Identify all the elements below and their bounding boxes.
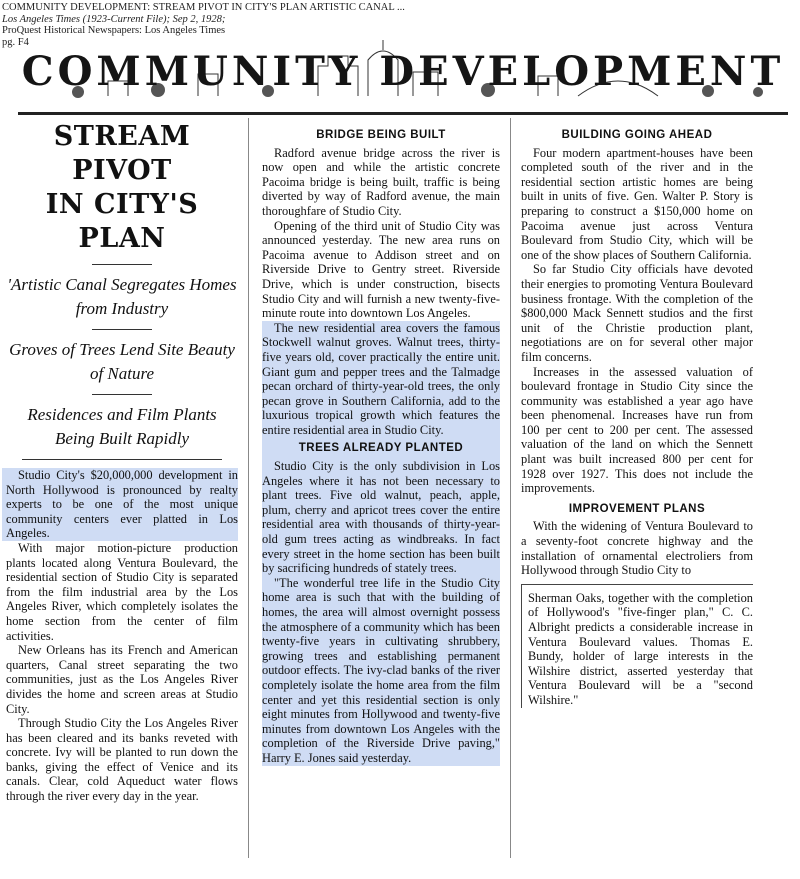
body-paragraph: With major motion-picture production plants located along Ventura Boulevard, the residential section of Studio City is separated from the film industrial area by the Los Angeles River, which completely isolates the home section from the center of film activities. — [6, 540, 238, 643]
highlighted-section — [262, 437, 500, 765]
body-paragraph: So far Studio City officials have devoted their energies to promoting Ventura Boulevard business frontage. With the completion of the $800,000 Mack Sennett studios and the first unit of the Christie production plant, negotiations are on for several other major film concerns. — [521, 262, 753, 364]
body-paragraph: Sherman Oaks, together with the completion of Hollywood's "five-finger plan," C. C. Albright predicts a considerable increase in Ventura Boulevard values. Thomas E. Bundy, holder of large interests in the Wilshire district, asserted yesterday that Ventura Boulevard will be a "second Wilshire." — [528, 590, 753, 707]
body-paragraph: With the widening of Ventura Boulevard to a seventy-foot concrete highway and the installation of ornamental electroliers from Hollywood through Studio City to — [521, 519, 753, 578]
lead-paragraph-highlighted: Studio City's $20,000,000 development in North Hollywood is pronounced by realty experts to be one of the most unique community centers ever platted in Los Angeles. — [2, 468, 238, 541]
highlighted-paragraph: The new residential area covers the famous Stockwell walnut groves. Walnut trees, thirty-five years old, cover practically the entire unit. Giant gum and pepper trees and the Talmadge pecan orchard of thirty-year-old trees, the only pecan grove in Southern California, add to the luxurious tropical growth which features the entire residential area in Studio City. — [262, 320, 500, 437]
masthead — [18, 36, 788, 114]
body-paragraph: "The wonderful tree life in the Studio City home area is such that with the building of homes, the area will almost overnight possess the atmosphere of a community which has been twenty-five years in cultivating shrubbery, growing trees and establishing permanent outdoor effects. The ivy-clad banks of the river completely isolate the home area from the film center and yet this residential section is only eight minutes from Hollywood and twenty-five minutes from downtown Los Angeles with the completion of the Riverside Drive paving," Harry E. Jones said yesterday. — [262, 575, 500, 765]
body-paragraph: Four modern apartment-houses have been completed south of the river and in the residential section artistic homes are being built in units of five. Gen. Walter P. Story is preparing to construct a $150,000 home on Pacoima avenue just across Ventura Boulevard from Studio City, which will be one of the show places of Southern California. — [521, 145, 753, 262]
deck-2: Groves of Trees Lend Site Beauty of Nature — [9, 340, 235, 383]
column-divider — [248, 118, 249, 858]
body-paragraph: Increases in the assessed valuation of boulevard frontage in Studio City since the community was established a year ago have been phenomenal. Increases have run from 100 per cent to 200 per cent. The assessed valuation of the land on which the Sennett plant was built increased 800 per cent for 1928 over 1927. This does not include the improvements. — [521, 364, 753, 496]
column-divider — [510, 118, 511, 858]
masthead-title: COMMUNITY DEVELOPMENT — [21, 48, 785, 95]
subheading-trees: TREES ALREADY PLANTED — [298, 442, 464, 455]
citation-database: ProQuest Historical Newspapers: Los Angeles Times — [2, 25, 226, 36]
deck-divider — [92, 394, 152, 395]
body-paragraph: Studio City is the only subdivision in Los Angeles where it has not been necessary to plant trees. Five old walnut, peach, apple, plum, cherry and apricot trees cover the entire residential area with thousands of thirty-year-old gum trees acting as windbreaks. In fact every street in the home section has been built by sacrificing hundreds of stately trees. — [262, 459, 500, 576]
body-paragraph: Through Studio City the Los Angeles River has been cleared and its banks reveted with concrete. Ivy will be planted to run down the banks, giving the effect of Venice and its canals. Clear, cold Aqueduct water flows through the river every day in the year. — [6, 716, 238, 804]
citation-page: pg. F4 — [2, 36, 29, 48]
body-paragraph: New Orleans has its French and American quarters, Canal street separating the two communities, just as the Los Angeles River divides the home and screen areas at Studio City. — [6, 643, 238, 716]
masthead-rule — [18, 112, 788, 115]
continued-text-box — [521, 584, 753, 708]
deck-divider — [22, 459, 222, 460]
deck-divider — [92, 264, 152, 265]
subheading-building: BUILDING GOING AHEAD — [561, 129, 713, 141]
citation-title: COMMUNITY DEVELOPMENT: STREAM PIVOT IN CITY'S PLAN ARTISTIC CANAL ... — [2, 2, 405, 13]
column-3 — [521, 128, 753, 708]
deck-1: 'Artistic Canal Segregates Homes from Industry — [7, 275, 237, 318]
column-1 — [6, 120, 238, 804]
deck-divider — [92, 329, 152, 330]
main-headline: STREAM PIVOT IN CITY'S PLAN — [45, 121, 199, 254]
body-paragraph: Opening of the third unit of Studio City was announced yesterday. The new area runs on Pacoima avenue to Addison street and on Riverside Drive to Gentry street. Riverside Drive, which is under construction, bisects Studio City and will furnish a new twenty-five-minute route into downtown Los Angeles. — [262, 218, 500, 321]
subheading-improvement: IMPROVEMENT PLANS — [568, 502, 706, 515]
body-paragraph: Radford avenue bridge across the river is now open and while the artistic concrete Pacoima bridge is being built, traffic is being diverted by way of Radford avenue, the main thoroughfare of Studio City. — [262, 145, 500, 218]
deck-3: Residences and Film Plants Being Built Rapidly — [27, 405, 217, 448]
citation-source: Los Angeles Times (1923-Current File); Sep 2, 1928; — [2, 13, 226, 25]
subheading-bridge: BRIDGE BEING BUILT — [316, 129, 446, 141]
column-2 — [262, 128, 500, 766]
